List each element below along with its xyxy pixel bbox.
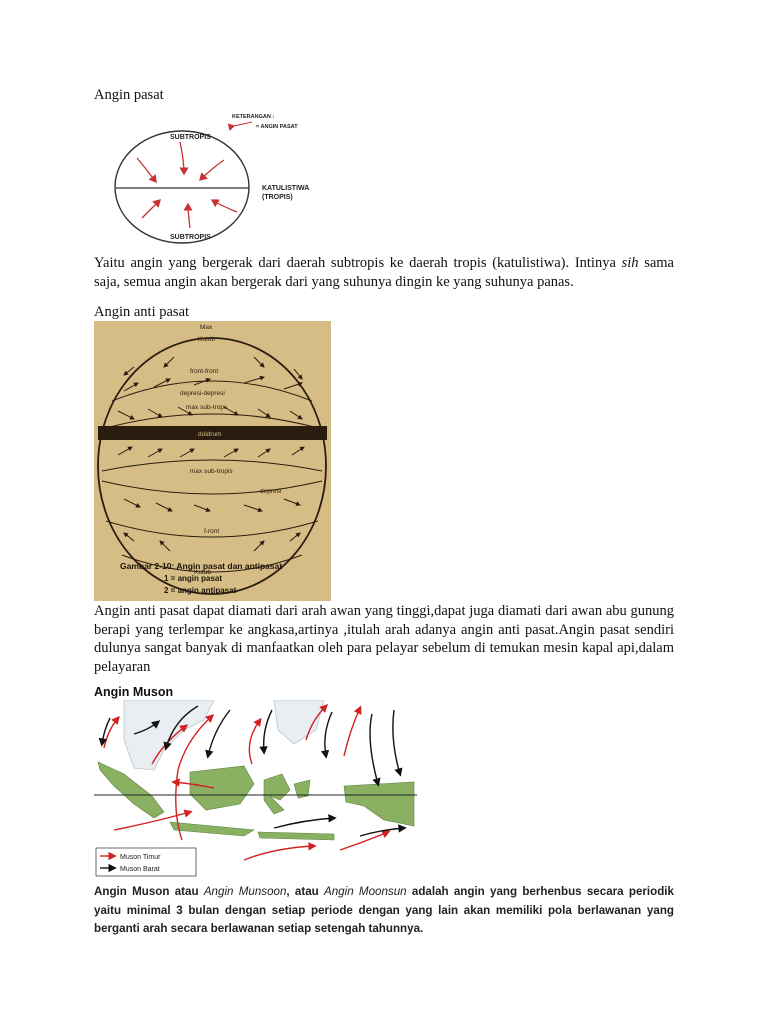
label-max-sub-top: max sub-trops — [186, 404, 228, 411]
angin-antipasat-figure — [94, 321, 331, 601]
legend-item: = ANGIN PASAT — [256, 124, 298, 130]
globe-outline — [115, 131, 249, 243]
label-kutub-bottom: Kutub — [194, 569, 211, 576]
label-depresi: depresi-depresi — [180, 390, 225, 397]
angin-muson-map — [94, 700, 417, 878]
angin-pasat-diagram — [112, 108, 342, 246]
label-subtropis-top: SUBTROPIS — [170, 134, 211, 141]
label-depresi-bottom: depresi — [260, 488, 282, 495]
label-max-sub-bottom: max sub-tropis — [190, 468, 233, 475]
label-front-bottom: f-ront — [204, 528, 220, 535]
legend-title: KETERANGAN : — [232, 114, 275, 120]
label-kutub-top: Kutub — [198, 336, 215, 343]
label-front: front-front — [190, 368, 219, 375]
heading-angin-anti-pasat: Angin anti pasat — [94, 304, 190, 320]
legend-muson-timur: Muson Timur — [120, 854, 161, 861]
paper-background — [94, 321, 331, 601]
heading-angin-pasat: Angin pasat — [94, 87, 164, 103]
label-katulistiwa: KATULISTIWA — [262, 185, 310, 192]
caption-line-2: 2 = angin antipasat — [164, 586, 237, 595]
heading-angin-muson: Angin Muson — [94, 685, 174, 699]
caption-line-1: 1 = angin pasat — [164, 574, 223, 583]
paragraph-angin-pasat: Yaitu angin yang bergerak dari daerah subtropis ke daerah tropis (katulistiwa). Intinya sih sama saja, semua angin akan bergerak dari yang suhunya dingin ke yang suhunya panas. — [94, 255, 674, 290]
paragraph-angin-anti-pasat: Angin anti pasat dapat diamati dari arah awan yang tinggi,dapat juga diamati dari awan abu gunung berapi yang terlempar ke angkasa,artinya ,itulah arah adanya angin anti pasat.Angin pasat sendiri dulunya sangat banyak di manfaatkan oleh para pelayar sebelum di temukan mesin kapal api,dalam pelayaran — [94, 603, 674, 675]
caption-title: Gambar 2-10: Angin pasat dan antipasat — [120, 561, 283, 571]
label-tropis: (TROPIS) — [262, 194, 293, 201]
label-subtropis-bottom: SUBTROPIS — [170, 234, 211, 241]
legend-arrow-icon — [234, 122, 252, 126]
label-max-top: Max — [200, 324, 213, 331]
label-doldrum: doldrum — [198, 431, 222, 438]
paragraph-angin-muson: Angin Muson atau Angin Munsoon, atau Angin Moonsun adalah angin yang berhenbus secara periodik yaitu minimal 3 bulan dengan setiap periode dengan yang lain akan memiliki pola berlawanan yang berganti arah secara berlawanan setiap setengah tahunnya. — [94, 885, 674, 935]
legend-muson-barat: Muson Barat — [120, 866, 160, 873]
